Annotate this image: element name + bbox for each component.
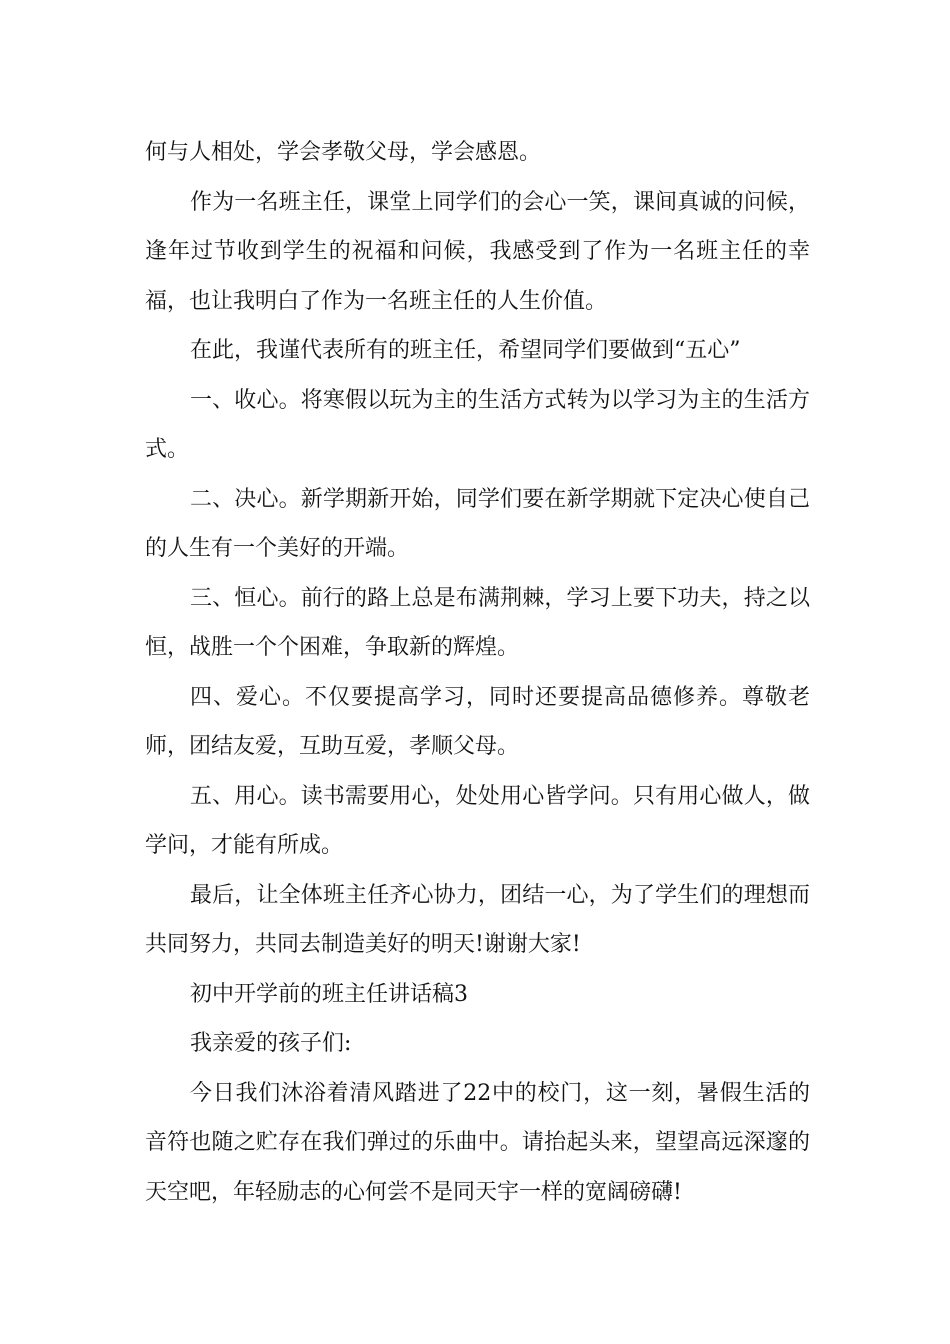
paragraph-continuation: 何与人相处，学会孝敬父母，学会感恩。 — [145, 140, 542, 165]
paragraph-closing: 最后，让全体班主任齐心协力，团结一心，为了学生们的理想而共同努力，共同去制造美好的明天!谢谢大家! — [145, 882, 810, 957]
paragraph-heart-2: 二、决心。新学期新开始，同学们要在新学期就下定决心使自己的人生有一个美好的开端。 — [145, 486, 810, 561]
document-body — [145, 128, 810, 1217]
paragraph-heart-5: 五、用心。读书需要用心，处处用心皆学问。只有用心做人，做学问，才能有所成。 — [145, 783, 810, 858]
paragraph-five-hearts-intro: 在此，我谨代表所有的班主任，希望同学们要做到“五心” — [190, 338, 741, 363]
paragraph-homeroom-teacher-happiness: 作为一名班主任，课堂上同学们的会心一笑，课间真诚的问候，逢年过节收到学生的祝福和问候，我感受到了作为一名班主任的幸福，也让我明白了作为一名班主任的人生价值。 — [145, 189, 810, 314]
section-heading: 初中开学前的班主任讲话稿3 — [190, 981, 468, 1007]
paragraph-salutation: 我亲爱的孩子们: — [190, 1031, 352, 1056]
paragraph-heart-3: 三、恒心。前行的路上总是布满荆棘，学习上要下功夫，持之以恒，战胜一个个困难，争取新的辉煌。 — [145, 585, 810, 660]
paragraph-opening: 今日我们沐浴着清风踏进了22中的校门，这一刻，暑假生活的音符也随之贮存在我们弹过的乐曲中。请抬起头来，望望高远深邃的天空吧，年轻励志的心何尝不是同天宇一样的宽阔磅礴! — [145, 1080, 810, 1205]
paragraph-heart-1: 一、收心。将寒假以玩为主的生活方式转为以学习为主的生活方式。 — [145, 387, 810, 462]
paragraph-heart-4: 四、爱心。不仅要提高学习，同时还要提高品德修养。尊敬老师，团结友爱，互助互爱，孝顺父母。 — [145, 684, 810, 759]
